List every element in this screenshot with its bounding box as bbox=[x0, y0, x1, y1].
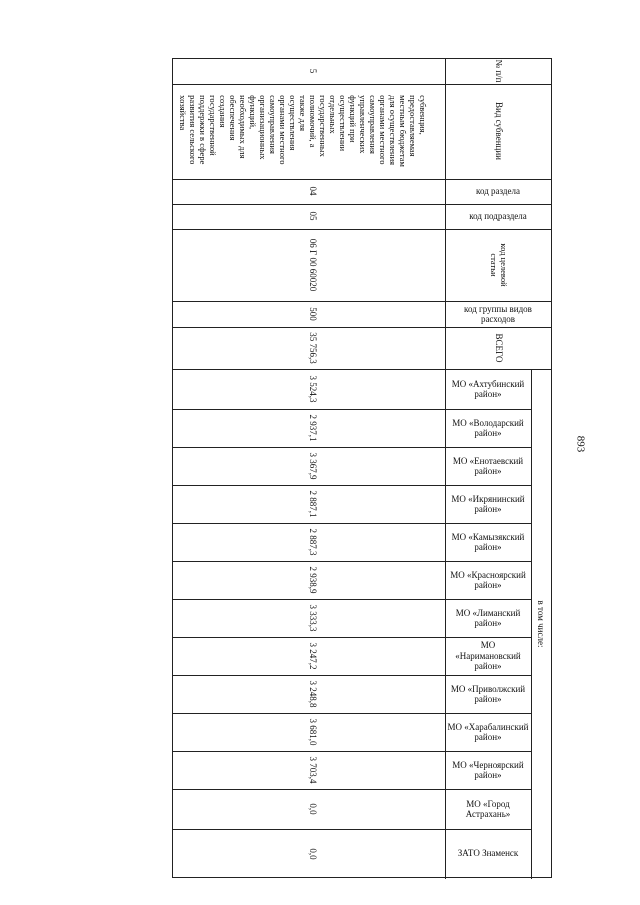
district-value: 0,0 bbox=[308, 803, 318, 815]
district-header: МО «Красноярский район» bbox=[450, 569, 526, 590]
row-section: 04 bbox=[308, 186, 318, 196]
district-value: 3 681,0 bbox=[308, 718, 318, 746]
row-subsection: 05 bbox=[308, 211, 318, 221]
header-subsection: код подраздела bbox=[469, 211, 527, 222]
district-header: МО «Наримановский район» bbox=[455, 640, 521, 672]
district-header: МО «Камызякский район» bbox=[451, 531, 525, 552]
district-header: МО «Икрянинский район» bbox=[451, 493, 525, 514]
district-header: МО «Черноярский район» bbox=[452, 759, 524, 780]
header-kind: Вид субвенции bbox=[494, 102, 504, 160]
district-header: МО «Приволжский район» bbox=[450, 683, 526, 704]
district-value: 2 938,9 bbox=[308, 566, 318, 594]
row-divider bbox=[173, 84, 551, 85]
district-value: 2 887,1 bbox=[308, 490, 318, 518]
district-header: МО «Володарский район» bbox=[452, 417, 524, 438]
page-number: 893 bbox=[574, 435, 587, 453]
row-kind-description: субвенция, предоставляемая местным бюджетам для осуществления органами местного самоуправления управленческих функций при осуществлении отдельных государственных полномочий, а также для осуществления органами местного самоуправления организационных функций, необходимых для обеспечения создания государственной поддержки в сфере развития сельского хозяйства bbox=[178, 95, 428, 167]
district-value: 2 887,3 bbox=[308, 528, 318, 556]
header-total: ВСЕГО bbox=[494, 333, 504, 363]
district-value: 3 367,9 bbox=[308, 452, 318, 480]
row-divider bbox=[173, 327, 551, 328]
header-num: № п/п bbox=[494, 59, 504, 83]
subvention-table bbox=[172, 58, 552, 878]
district-header: МО «Город Астрахань» bbox=[465, 798, 511, 819]
district-value: 3 247,2 bbox=[308, 642, 318, 670]
row-num: 5 bbox=[308, 68, 318, 74]
district-header: МО «Харабалинский район» bbox=[447, 721, 529, 742]
header-target-article: код целевой статьи bbox=[489, 243, 509, 287]
row-expense-group: 500 bbox=[308, 307, 318, 321]
district-value: 2 937,1 bbox=[308, 414, 318, 442]
district-header: МО «Лиманский район» bbox=[455, 607, 521, 628]
district-header: МО «Ахтубинский район» bbox=[451, 378, 525, 399]
district-value: 3 524,3 bbox=[308, 375, 318, 403]
district-value: 0,0 bbox=[308, 848, 318, 860]
header-including: в том числе: bbox=[536, 600, 546, 648]
district-value: 3 248,8 bbox=[308, 680, 318, 708]
district-header: ЗАТО Знаменск bbox=[457, 847, 519, 858]
district-header: МО «Енотаевский район» bbox=[452, 455, 524, 476]
district-value: 3 333,3 bbox=[308, 604, 318, 632]
header-expense-group: код группы видов расходов bbox=[464, 303, 532, 324]
header-section: код раздела bbox=[476, 186, 520, 197]
row-divider bbox=[173, 229, 551, 230]
column-divider bbox=[531, 369, 532, 879]
row-total: 35 756,3 bbox=[308, 332, 318, 364]
row-target-article: 06 Г 00 60020 bbox=[308, 238, 318, 292]
district-value: 3 703,4 bbox=[308, 756, 318, 784]
